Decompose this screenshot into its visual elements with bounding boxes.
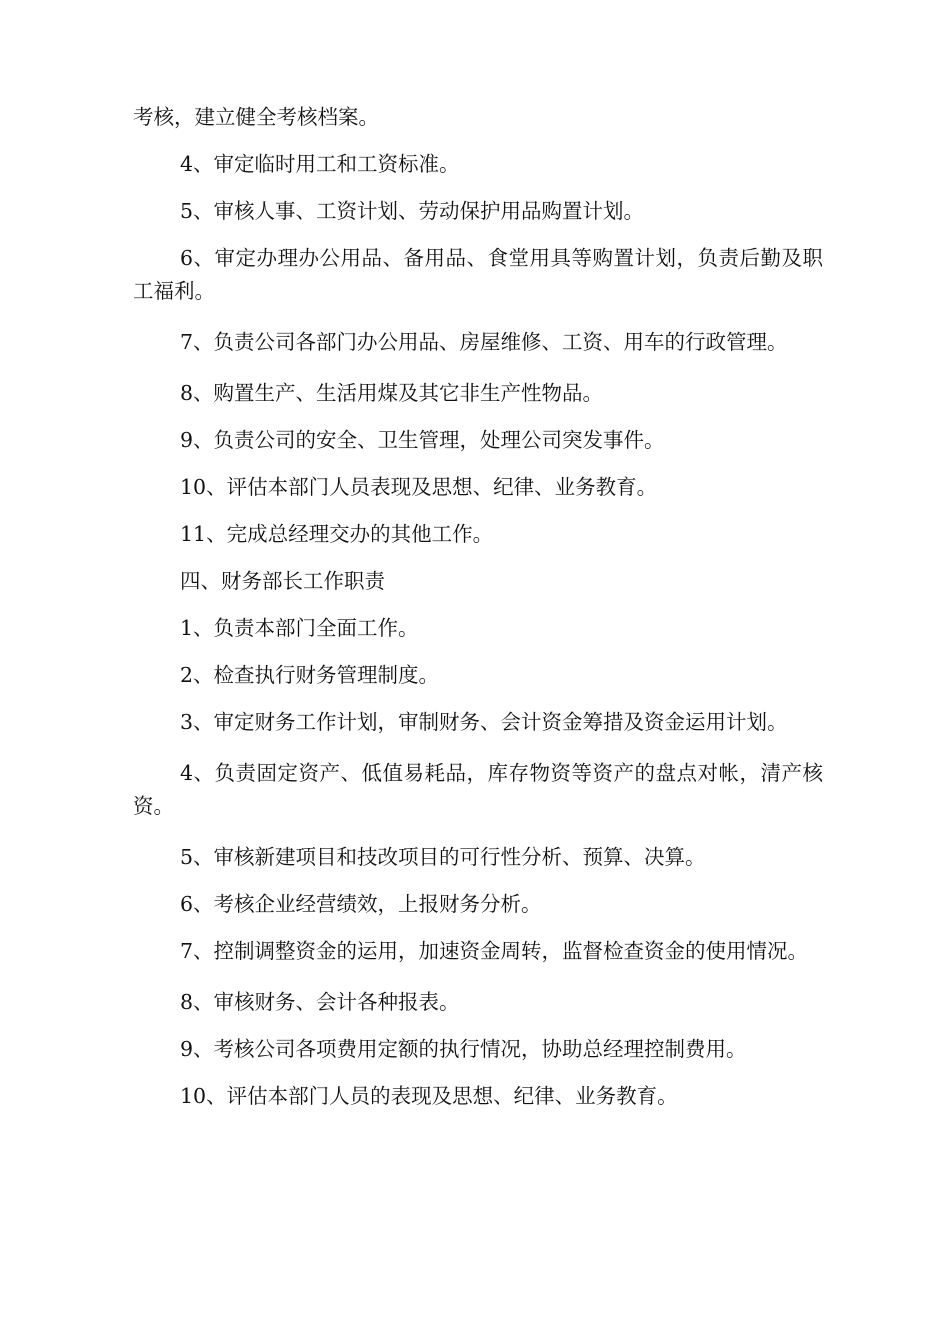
paragraph-continuation: 考核，建立健全考核档案。 — [133, 105, 379, 129]
paragraph-item: 7、控制调整资金的运用，加速资金周转，监督检查资金的使用情况。 — [180, 939, 809, 963]
section-heading: 四、财务部长工作职责 — [180, 569, 385, 593]
paragraph-item: 4、负责固定资产、低值易耗品，库存物资等资产的盘点对帐，清产核资。 — [133, 761, 823, 818]
paragraph-item: 2、检查执行财务管理制度。 — [180, 663, 440, 687]
document-body — [133, 101, 823, 1127]
paragraph-item: 4、审定临时用工和工资标准。 — [180, 152, 460, 176]
paragraph-item: 7、负责公司各部门办公用品、房屋维修、工资、用车的行政管理。 — [180, 330, 788, 354]
paragraph-item: 5、审核新建项目和技改项目的可行性分析、预算、决算。 — [180, 845, 706, 869]
paragraph-item: 6、审定办理办公用品、备用品、食堂用具等购置计划，负责后勤及职工福利。 — [133, 246, 823, 303]
paragraph-item: 8、购置生产、生活用煤及其它非生产性物品。 — [180, 381, 604, 405]
paragraph-item: 6、考核企业经营绩效，上报财务分析。 — [180, 892, 542, 916]
paragraph-item: 5、审核人事、工资计划、劳动保护用品购置计划。 — [180, 199, 645, 223]
paragraph-item: 10、评估本部门人员的表现及思想、纪律、业务教育。 — [180, 1084, 678, 1108]
paragraph-item: 3、审定财务工作计划，审制财务、会计资金筹措及资金运用计划。 — [180, 710, 788, 734]
paragraph-item: 11、完成总经理交办的其他工作。 — [180, 522, 494, 546]
paragraph-item: 8、审核财务、会计各种报表。 — [180, 990, 460, 1014]
paragraph-item: 1、负责本部门全面工作。 — [180, 616, 419, 640]
paragraph-item: 10、评估本部门人员表现及思想、纪律、业务教育。 — [180, 475, 658, 499]
paragraph-item: 9、考核公司各项费用定额的执行情况，协助总经理控制费用。 — [180, 1037, 747, 1061]
paragraph-item: 9、负责公司的安全、卫生管理，处理公司突发事件。 — [180, 428, 665, 452]
